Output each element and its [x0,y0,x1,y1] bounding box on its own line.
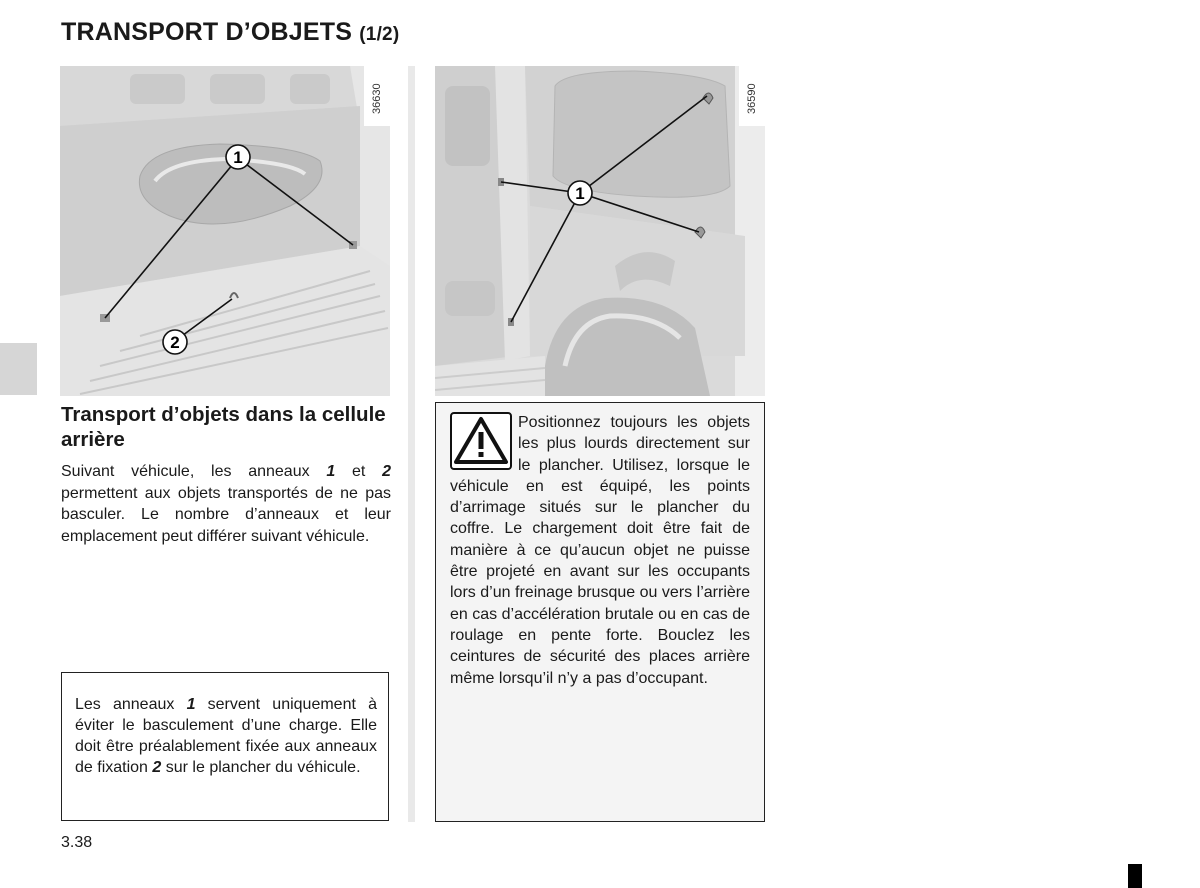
note-text-part: servent uniquement à éviter le basculement d’une charge. Elle doit être préalablement fixée aux anneaux de fixation [75,696,378,776]
paragraph-text: Suivant véhicule, les anneaux [61,463,327,480]
callout-2: 2 [170,333,180,352]
cargo-wall-illustration [435,66,765,396]
page-edge-mark [1128,864,1142,888]
warning-box [435,402,765,822]
figure-ref-number: 36630 [371,83,383,114]
paragraph-text: et [335,463,383,480]
chapter-tab [0,343,37,395]
page-title-part: (1/2) [359,24,400,45]
callout-1: 1 [233,148,243,167]
figure-ref-number: 36590 [746,83,758,114]
column-divider [408,66,415,822]
section-paragraph [61,461,391,547]
note-text-part: Les anneaux [75,696,187,713]
section-heading: Transport d’objets dans la cellule arrière [61,403,386,451]
ring-ref-2: 2 [382,463,392,480]
page-title-text: TRANSPORT D’OBJETS [61,18,353,46]
paragraph-text: permettent aux objets transportés de ne pas basculer. Le nombre d’anneaux et leur emplacement peut différer suivant véhicule. [61,484,391,545]
warning-text [450,412,750,689]
ring-ref-1: 1 [326,463,336,480]
figure-cargo-wall [435,66,765,396]
note-text-part: sur le plancher du véhicule. [161,759,361,776]
warning-triangle-icon [450,412,518,472]
note-text [75,694,377,778]
figure-cargo-floor [60,66,390,396]
cargo-floor-illustration [60,66,390,396]
note-box [61,672,389,821]
ring-ref-1: 1 [186,696,196,713]
page-title [61,18,399,47]
callout-1: 1 [575,184,585,203]
page-number: 3.38 [61,834,93,851]
warning-text-content: Positionnez toujours les objets les plus lourds directement sur le plancher. Utilisez, lorsque le véhicule en est équipé, les points d’arrimage situés sur le plancher du coffre. Le chargement doit être fait de manière à ce qu’aucun objet ne puisse être projeté en avant sur les occupants lors d’un freinage brusque ou vers l’arrière en cas d’accélération brutale ou en cas de roulage en pente forte. Bouclez les ceintures de sécurité des places arrière même lorsqu’il n’y a pas d’occupant. [450,414,750,687]
ring-ref-2: 2 [152,759,162,776]
